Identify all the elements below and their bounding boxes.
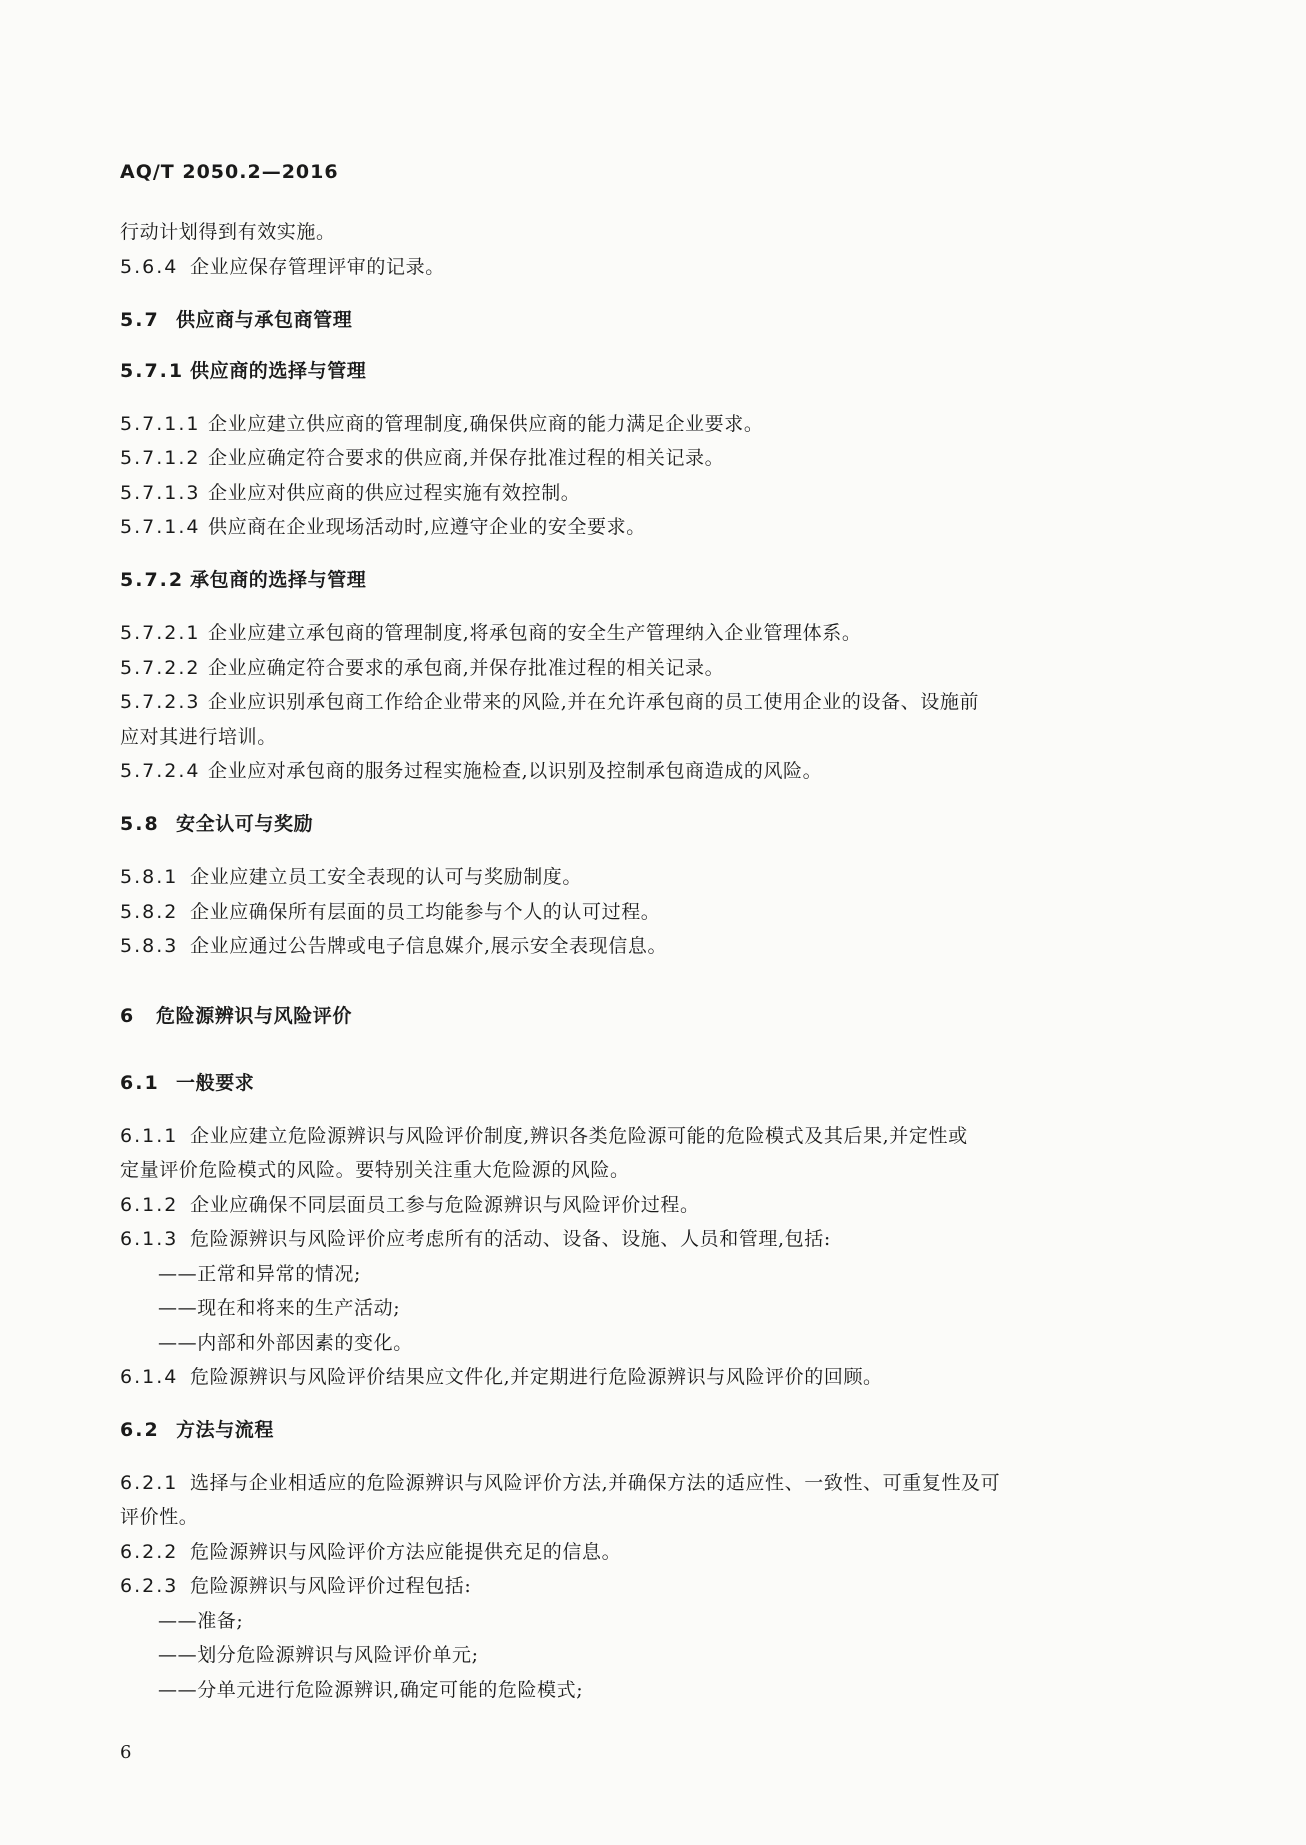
clause-number: 5.6.4 bbox=[120, 256, 179, 278]
clause-5-8-1 bbox=[120, 865, 582, 889]
clause-5-6-4 bbox=[120, 255, 445, 279]
paragraph-line: 应对其进行培训。 bbox=[120, 726, 277, 748]
list-item: ——内部和外部因素的变化。 bbox=[158, 1332, 413, 1354]
clause-number: 6.1.1 bbox=[120, 1125, 179, 1147]
heading-number: 5.7.2 bbox=[120, 569, 185, 591]
clause-text: 危险源辨识与风险评价方法应能提供充足的信息。 bbox=[190, 1541, 622, 1563]
paragraph-line: 评价性。 bbox=[120, 1506, 199, 1528]
clause-number: 5.7.1.3 bbox=[120, 482, 201, 504]
clause-number: 6.2.1 bbox=[120, 1472, 179, 1494]
heading-5-7-1 bbox=[120, 359, 366, 383]
clause-5-7-2-3 bbox=[120, 690, 979, 714]
clause-text: 危险源辨识与风险评价过程包括: bbox=[190, 1575, 472, 1597]
clause-number: 5.7.2.3 bbox=[120, 691, 201, 713]
clause-6-1-2 bbox=[120, 1193, 700, 1217]
clause-5-7-2-2 bbox=[120, 656, 724, 680]
clause-5-7-1-4 bbox=[120, 515, 646, 539]
clause-text: 供应商在企业现场活动时,应遵守企业的安全要求。 bbox=[208, 516, 646, 538]
clause-number: 5.7.1.4 bbox=[120, 516, 201, 538]
clause-text: 企业应通过公告牌或电子信息媒介,展示安全表现信息。 bbox=[190, 935, 668, 957]
heading-number: 6 bbox=[120, 1005, 136, 1027]
clause-5-7-1-3 bbox=[120, 481, 580, 505]
clause-5-7-2-1 bbox=[120, 621, 861, 645]
clause-text: 危险源辨识与风险评价应考虑所有的活动、设备、设施、人员和管理,包括: bbox=[190, 1228, 831, 1250]
clause-number: 6.2.3 bbox=[120, 1575, 179, 1597]
clause-6-2-1 bbox=[120, 1471, 1000, 1495]
clause-5-7-1-2 bbox=[120, 446, 724, 470]
clause-text: 企业应建立危险源辨识与风险评价制度,辨识各类危险源可能的危险模式及其后果,并定性或 bbox=[190, 1125, 968, 1147]
heading-5-7 bbox=[120, 308, 352, 332]
clause-6-2-2 bbox=[120, 1540, 621, 1564]
page-number: 6 bbox=[120, 1742, 133, 1763]
list-item: ——正常和异常的情况; bbox=[158, 1263, 362, 1285]
heading-text: 危险源辨识与风险评价 bbox=[156, 1005, 353, 1027]
clause-5-8-3 bbox=[120, 934, 667, 958]
list-item: ——准备; bbox=[158, 1610, 244, 1632]
clause-6-1-3 bbox=[120, 1227, 831, 1251]
clause-number: 5.7.2.4 bbox=[120, 760, 201, 782]
clause-number: 6.1.2 bbox=[120, 1194, 179, 1216]
clause-text: 企业应确定符合要求的承包商,并保存批准过程的相关记录。 bbox=[208, 657, 725, 679]
paragraph-line: 定量评价危险模式的风险。要特别关注重大危险源的风险。 bbox=[120, 1159, 630, 1181]
clause-5-7-1-1 bbox=[120, 412, 763, 436]
clause-number: 5.7.1.2 bbox=[120, 447, 201, 469]
heading-text: 供应商与承包商管理 bbox=[176, 309, 353, 331]
heading-number: 5.8 bbox=[120, 813, 160, 835]
clause-number: 5.7.2.2 bbox=[120, 657, 201, 679]
clause-text: 企业应确定符合要求的供应商,并保存批准过程的相关记录。 bbox=[208, 447, 725, 469]
list-item: ——分单元进行危险源辨识,确定可能的危险模式; bbox=[158, 1679, 584, 1701]
heading-text: 方法与流程 bbox=[176, 1419, 275, 1441]
clause-number: 5.8.2 bbox=[120, 901, 179, 923]
standard-id: AQ/T 2050.2—2016 bbox=[120, 161, 339, 183]
clause-number: 6.1.3 bbox=[120, 1228, 179, 1250]
heading-text: 一般要求 bbox=[176, 1072, 255, 1094]
list-item: ——划分危险源辨识与风险评价单元; bbox=[158, 1644, 479, 1666]
clause-text: 企业应确保所有层面的员工均能参与个人的认可过程。 bbox=[190, 901, 661, 923]
heading-number: 6.2 bbox=[120, 1419, 160, 1441]
heading-5-7-2 bbox=[120, 568, 366, 592]
heading-6-1 bbox=[120, 1071, 254, 1095]
clause-text: 企业应保存管理评审的记录。 bbox=[190, 256, 445, 278]
heading-number: 5.7.1 bbox=[120, 360, 185, 382]
heading-6-2 bbox=[120, 1418, 274, 1442]
clause-text: 企业应建立承包商的管理制度,将承包商的安全生产管理纳入企业管理体系。 bbox=[208, 622, 862, 644]
heading-text: 安全认可与奖励 bbox=[176, 813, 314, 835]
heading-text: 供应商的选择与管理 bbox=[190, 360, 367, 382]
clause-number: 5.8.3 bbox=[120, 935, 179, 957]
heading-number: 5.7 bbox=[120, 309, 160, 331]
clause-text: 企业应建立供应商的管理制度,确保供应商的能力满足企业要求。 bbox=[208, 413, 764, 435]
paragraph-line: 行动计划得到有效实施。 bbox=[120, 221, 336, 243]
clause-number: 5.7.1.1 bbox=[120, 413, 201, 435]
clause-6-2-3 bbox=[120, 1574, 471, 1598]
clause-5-7-2-4 bbox=[120, 759, 822, 783]
clause-5-8-2 bbox=[120, 900, 660, 924]
heading-text: 承包商的选择与管理 bbox=[190, 569, 367, 591]
list-item: ——现在和将来的生产活动; bbox=[158, 1297, 401, 1319]
heading-5-8 bbox=[120, 812, 313, 836]
clause-text: 企业应对承包商的服务过程实施检查,以识别及控制承包商造成的风险。 bbox=[208, 760, 823, 782]
clause-number: 6.2.2 bbox=[120, 1541, 179, 1563]
clause-text: 选择与企业相适应的危险源辨识与风险评价方法,并确保方法的适应性、一致性、可重复性及可 bbox=[190, 1472, 1001, 1494]
clause-number: 5.7.2.1 bbox=[120, 622, 201, 644]
clause-text: 企业应确保不同层面员工参与危险源辨识与风险评价过程。 bbox=[190, 1194, 700, 1216]
clause-text: 企业应识别承包商工作给企业带来的风险,并在允许承包商的员工使用企业的设备、设施前 bbox=[208, 691, 980, 713]
heading-6 bbox=[120, 1004, 352, 1028]
heading-number: 6.1 bbox=[120, 1072, 160, 1094]
clause-text: 企业应对供应商的供应过程实施有效控制。 bbox=[208, 482, 581, 504]
clause-number: 5.8.1 bbox=[120, 866, 179, 888]
clause-text: 危险源辨识与风险评价结果应文件化,并定期进行危险源辨识与风险评价的回顾。 bbox=[190, 1366, 883, 1388]
clause-number: 6.1.4 bbox=[120, 1366, 179, 1388]
clause-6-1-1 bbox=[120, 1124, 968, 1148]
clause-text: 企业应建立员工安全表现的认可与奖励制度。 bbox=[190, 866, 583, 888]
clause-6-1-4 bbox=[120, 1365, 883, 1389]
